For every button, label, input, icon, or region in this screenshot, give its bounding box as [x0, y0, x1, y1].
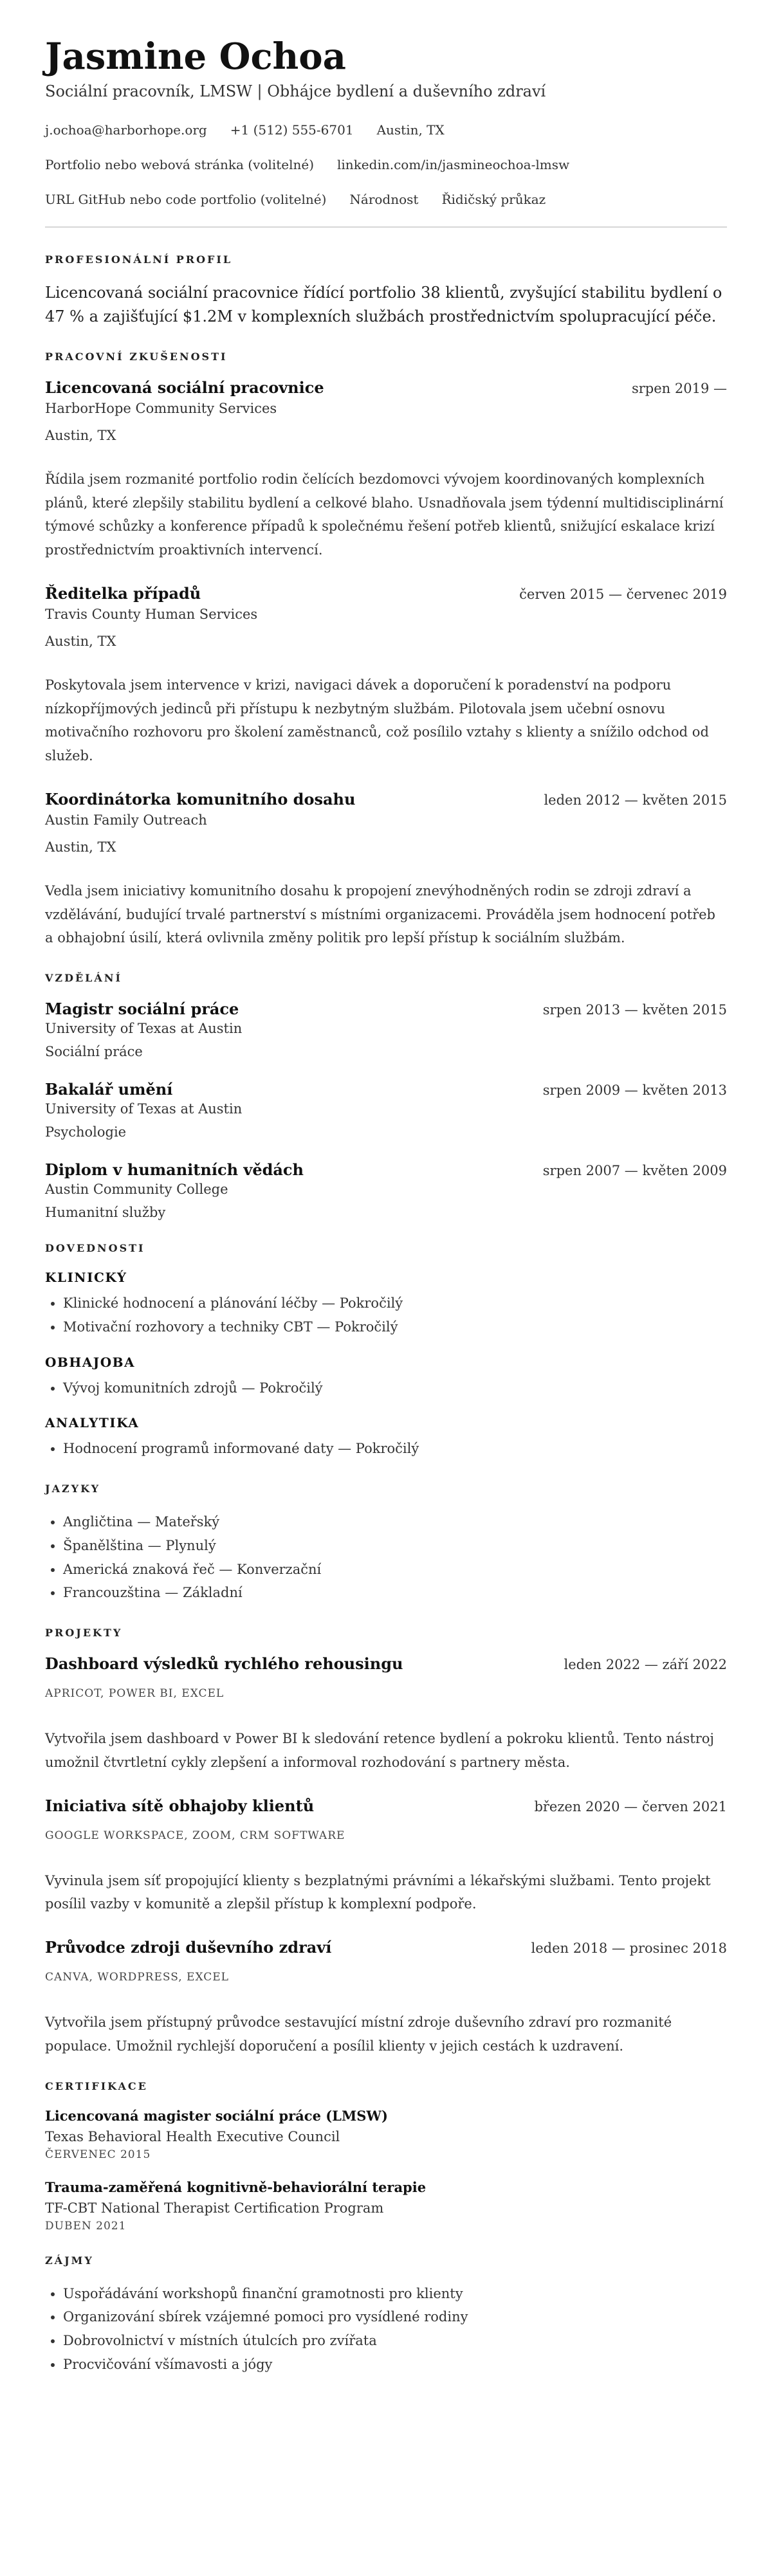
study-field: Sociální práce [45, 1044, 143, 1060]
contact-row-3 [45, 192, 727, 207]
skill-list [45, 1437, 727, 1461]
job-location: Austin, TX [45, 427, 116, 443]
language-item: • Španělština — Plynulý [63, 1534, 727, 1558]
certification-name: Trauma-zaměřená kognitivně-behaviorální terapie [45, 2179, 427, 2195]
education-section [45, 972, 727, 1220]
skill-group-title: KLINICKÝ [45, 1270, 127, 1286]
project-description: Vytvořila jsem dashboard v Power BI k sledování retence bydlení a pokroku klientů. Tento nástroj umožnil čtvrtletní cykly zlepšení a informoval rozhodování s partnery města. [45, 1731, 714, 1770]
section-title: DOVEDNOSTI [45, 1242, 145, 1255]
school-name: University of Texas at Austin [45, 1101, 243, 1117]
profile-summary: Licencovaná sociální pracovnice řídící portfolio 38 klientů, zvyšující stabilitu bydlení o 47 % a zajišťující $1.2M v komplexních službách prostřednictvím spolupracující péče. [45, 283, 722, 325]
project-dates: leden 2018 — prosinec 2018 [531, 1941, 727, 1957]
contact-row-1 [45, 122, 727, 138]
job-employer: Austin Family Outreach [45, 812, 207, 828]
contact-email[interactable]: j.ochoa@harborhope.org [45, 122, 207, 138]
project-description: Vyvinula jsem síť propojující klienty s bezplatnými právními a lékařskými službami. Tento projekt posílil vazby v komunitě a zlepšil přístup k komplexní podpoře. [45, 1872, 711, 1912]
education-entry [45, 1160, 727, 1220]
contact-github[interactable]: URL GitHub nebo code portfolio (volitelné) [45, 191, 327, 207]
job-dates: leden 2012 — květen 2015 [544, 792, 727, 808]
project-description: Vytvořila jsem přístupný průvodce sestavující místní zdroje duševního zdraví pro rozmanité populace. Umožnil rychlejší doporučení a posílil klienty v jejich cestách k uzdravení. [45, 2014, 672, 2054]
project-entry [45, 1654, 727, 1775]
job-description: Poskytovala jsem intervence v krizi, navigaci dávek a doporučení k poradenství na podporu nízkopříjmových jedinců při přístupu k nezbytným službám. Pilotovala jsem učební osnovu motivačního rozhovoru pro školení zaměstnanců, což posílilo vztahy s klienty a snížilo odchod od služeb. [45, 677, 709, 764]
study-field: Humanitní služby [45, 1205, 166, 1221]
section-title: PROJEKTY [45, 1627, 123, 1640]
project-dates: březen 2020 — červen 2021 [534, 1798, 727, 1814]
candidate-name: Jasmine Ochoa [45, 35, 346, 78]
certification-entry [45, 2108, 727, 2161]
skill-item: • Vývoj komunitních zdrojů — Pokročilý [63, 1376, 727, 1400]
certifications-section [45, 2080, 727, 2233]
certification-name: Licencovaná magister sociální práce (LMSW) [45, 2107, 388, 2124]
job-dates: červen 2015 — červenec 2019 [519, 586, 727, 602]
skill-list [45, 1376, 727, 1400]
contact-location: Austin, TX [376, 122, 445, 138]
certification-date: DUBEN 2021 [45, 2219, 127, 2233]
school-name: Austin Community College [45, 1182, 228, 1198]
section-title: JAZYKY [45, 1483, 100, 1495]
languages-section [45, 1483, 727, 1605]
experience-entry [45, 584, 727, 768]
certification-issuer: Texas Behavioral Health Executive Council [45, 2128, 340, 2144]
interest-item: • Dobrovolnictví v místních útulcích pro zvířata [63, 2329, 727, 2353]
project-name: Dashboard výsledků rychlého rehousingu [45, 1654, 403, 1674]
job-title: Ředitelka případů [45, 583, 201, 603]
experience-section [45, 351, 727, 950]
job-description: Vedla jsem iniciativy komunitního dosahu k propojení znevýhodněných rodin se zdroji zdraví a vzdělávání, budující trvalé partnerství s místními organizacemi. Prováděla jsem hodnocení potřeb a obhajobní úsilí, která ovlivnila změny politik pro lepší přístup k sociálním službám. [45, 882, 715, 946]
contact-portfolio[interactable]: Portfolio nebo webová stránka (volitelné) [45, 156, 315, 172]
degree-dates: srpen 2007 — květen 2009 [542, 1163, 727, 1179]
project-tech: CANVA, WORDPRESS, EXCEL [45, 1971, 229, 1984]
interest-list [45, 2282, 727, 2377]
profile-section [45, 253, 727, 329]
language-item: • Angličtina — Mateřský [63, 1510, 727, 1534]
candidate-headline: Sociální pracovník, LMSW | Obhájce bydlení a duševního zdraví [45, 82, 546, 100]
project-name: Iniciativa sítě obhajoby klientů [45, 1796, 315, 1815]
job-location: Austin, TX [45, 839, 116, 855]
section-title: PRACOVNÍ ZKUŠENOSTI [45, 350, 228, 363]
degree-dates: srpen 2009 — květen 2013 [542, 1082, 727, 1099]
projects-section [45, 1627, 727, 2058]
language-item: • Francouzština — Základní [63, 1581, 727, 1605]
job-description: Řídila jsem rozmanité portfolio rodin čelících bezdomovci vývojem koordinovaných komplexních plánů, které zlepšily stabilitu bydlení a celkové blaho. Usnadňovala jsem týdenní multidisciplinární týmové schůzky a konference případů k společnému řešení potřeb klientů, snižující eskalace krizí prostřednictvím proaktivních intervencí. [45, 471, 724, 558]
project-dates: leden 2022 — září 2022 [564, 1657, 727, 1673]
job-title: Koordinátorka komunitního dosahu [45, 789, 356, 808]
project-entry [45, 1938, 727, 2058]
experience-entry [45, 378, 727, 562]
resume-header [45, 37, 727, 207]
contact-driving-license: Řidičský průkaz [441, 191, 546, 207]
education-entry [45, 1000, 727, 1059]
school-name: University of Texas at Austin [45, 1021, 243, 1037]
header-divider [45, 226, 727, 228]
skill-item: • Hodnocení programů informované daty — Pokročilý [63, 1437, 727, 1461]
experience-entry [45, 790, 727, 950]
study-field: Psychologie [45, 1124, 127, 1140]
skill-list [45, 1292, 727, 1339]
certification-entry [45, 2179, 727, 2233]
section-title: ZÁJMY [45, 2254, 94, 2267]
job-employer: HarborHope Community Services [45, 400, 277, 416]
certification-date: ČERVENEC 2015 [45, 2148, 151, 2161]
education-entry [45, 1080, 727, 1140]
language-item: • Americká znaková řeč — Konverzační [63, 1558, 727, 1582]
project-name: Průvodce zdroji duševního zdraví [45, 1938, 332, 1957]
interest-item: • Procvičování všímavosti a jógy [63, 2353, 727, 2377]
degree-title: Bakalář umění [45, 1080, 173, 1099]
interest-item: • Uspořádávání workshopů finanční gramotnosti pro klienty [63, 2282, 727, 2306]
certification-issuer: TF-CBT National Therapist Certification Program [45, 2200, 384, 2216]
language-list [45, 1510, 727, 1605]
interest-item: • Organizování sbírek vzájemné pomoci pro vysídlené rodiny [63, 2305, 727, 2329]
job-dates: srpen 2019 — [631, 380, 727, 396]
job-location: Austin, TX [45, 633, 116, 649]
degree-title: Magistr sociální práce [45, 1000, 239, 1019]
contact-nationality: Národnost [349, 191, 419, 207]
section-title: VZDĚLÁNÍ [45, 972, 122, 985]
interests-section [45, 2254, 727, 2377]
contact-phone[interactable]: +1 (512) 555-6701 [230, 122, 354, 138]
degree-title: Diplom v humanitních vědách [45, 1160, 304, 1180]
degree-dates: srpen 2013 — květen 2015 [542, 1002, 727, 1018]
project-tech: GOOGLE WORKSPACE, ZOOM, CRM SOFTWARE [45, 1829, 345, 1842]
contact-row-2 [45, 157, 727, 172]
section-title: CERTIFIKACE [45, 2079, 148, 2092]
skills-section [45, 1242, 727, 1461]
skill-item: • Klinické hodnocení a plánování léčby — Pokročilý [63, 1292, 727, 1315]
job-title: Licencovaná sociální pracovnice [45, 378, 324, 397]
contact-linkedin[interactable]: linkedin.com/in/jasmineochoa-lmsw [337, 156, 570, 172]
job-employer: Travis County Human Services [45, 606, 258, 622]
project-tech: APRICOT, POWER BI, EXCEL [45, 1687, 225, 1701]
project-entry [45, 1796, 727, 1917]
section-title: PROFESIONÁLNÍ PROFIL [45, 253, 233, 266]
skill-group-title: OBHAJOBA [45, 1354, 136, 1370]
skill-item: • Motivační rozhovory a techniky CBT — Pokročilý [63, 1315, 727, 1339]
skill-group-title: ANALYTIKA [45, 1415, 140, 1431]
